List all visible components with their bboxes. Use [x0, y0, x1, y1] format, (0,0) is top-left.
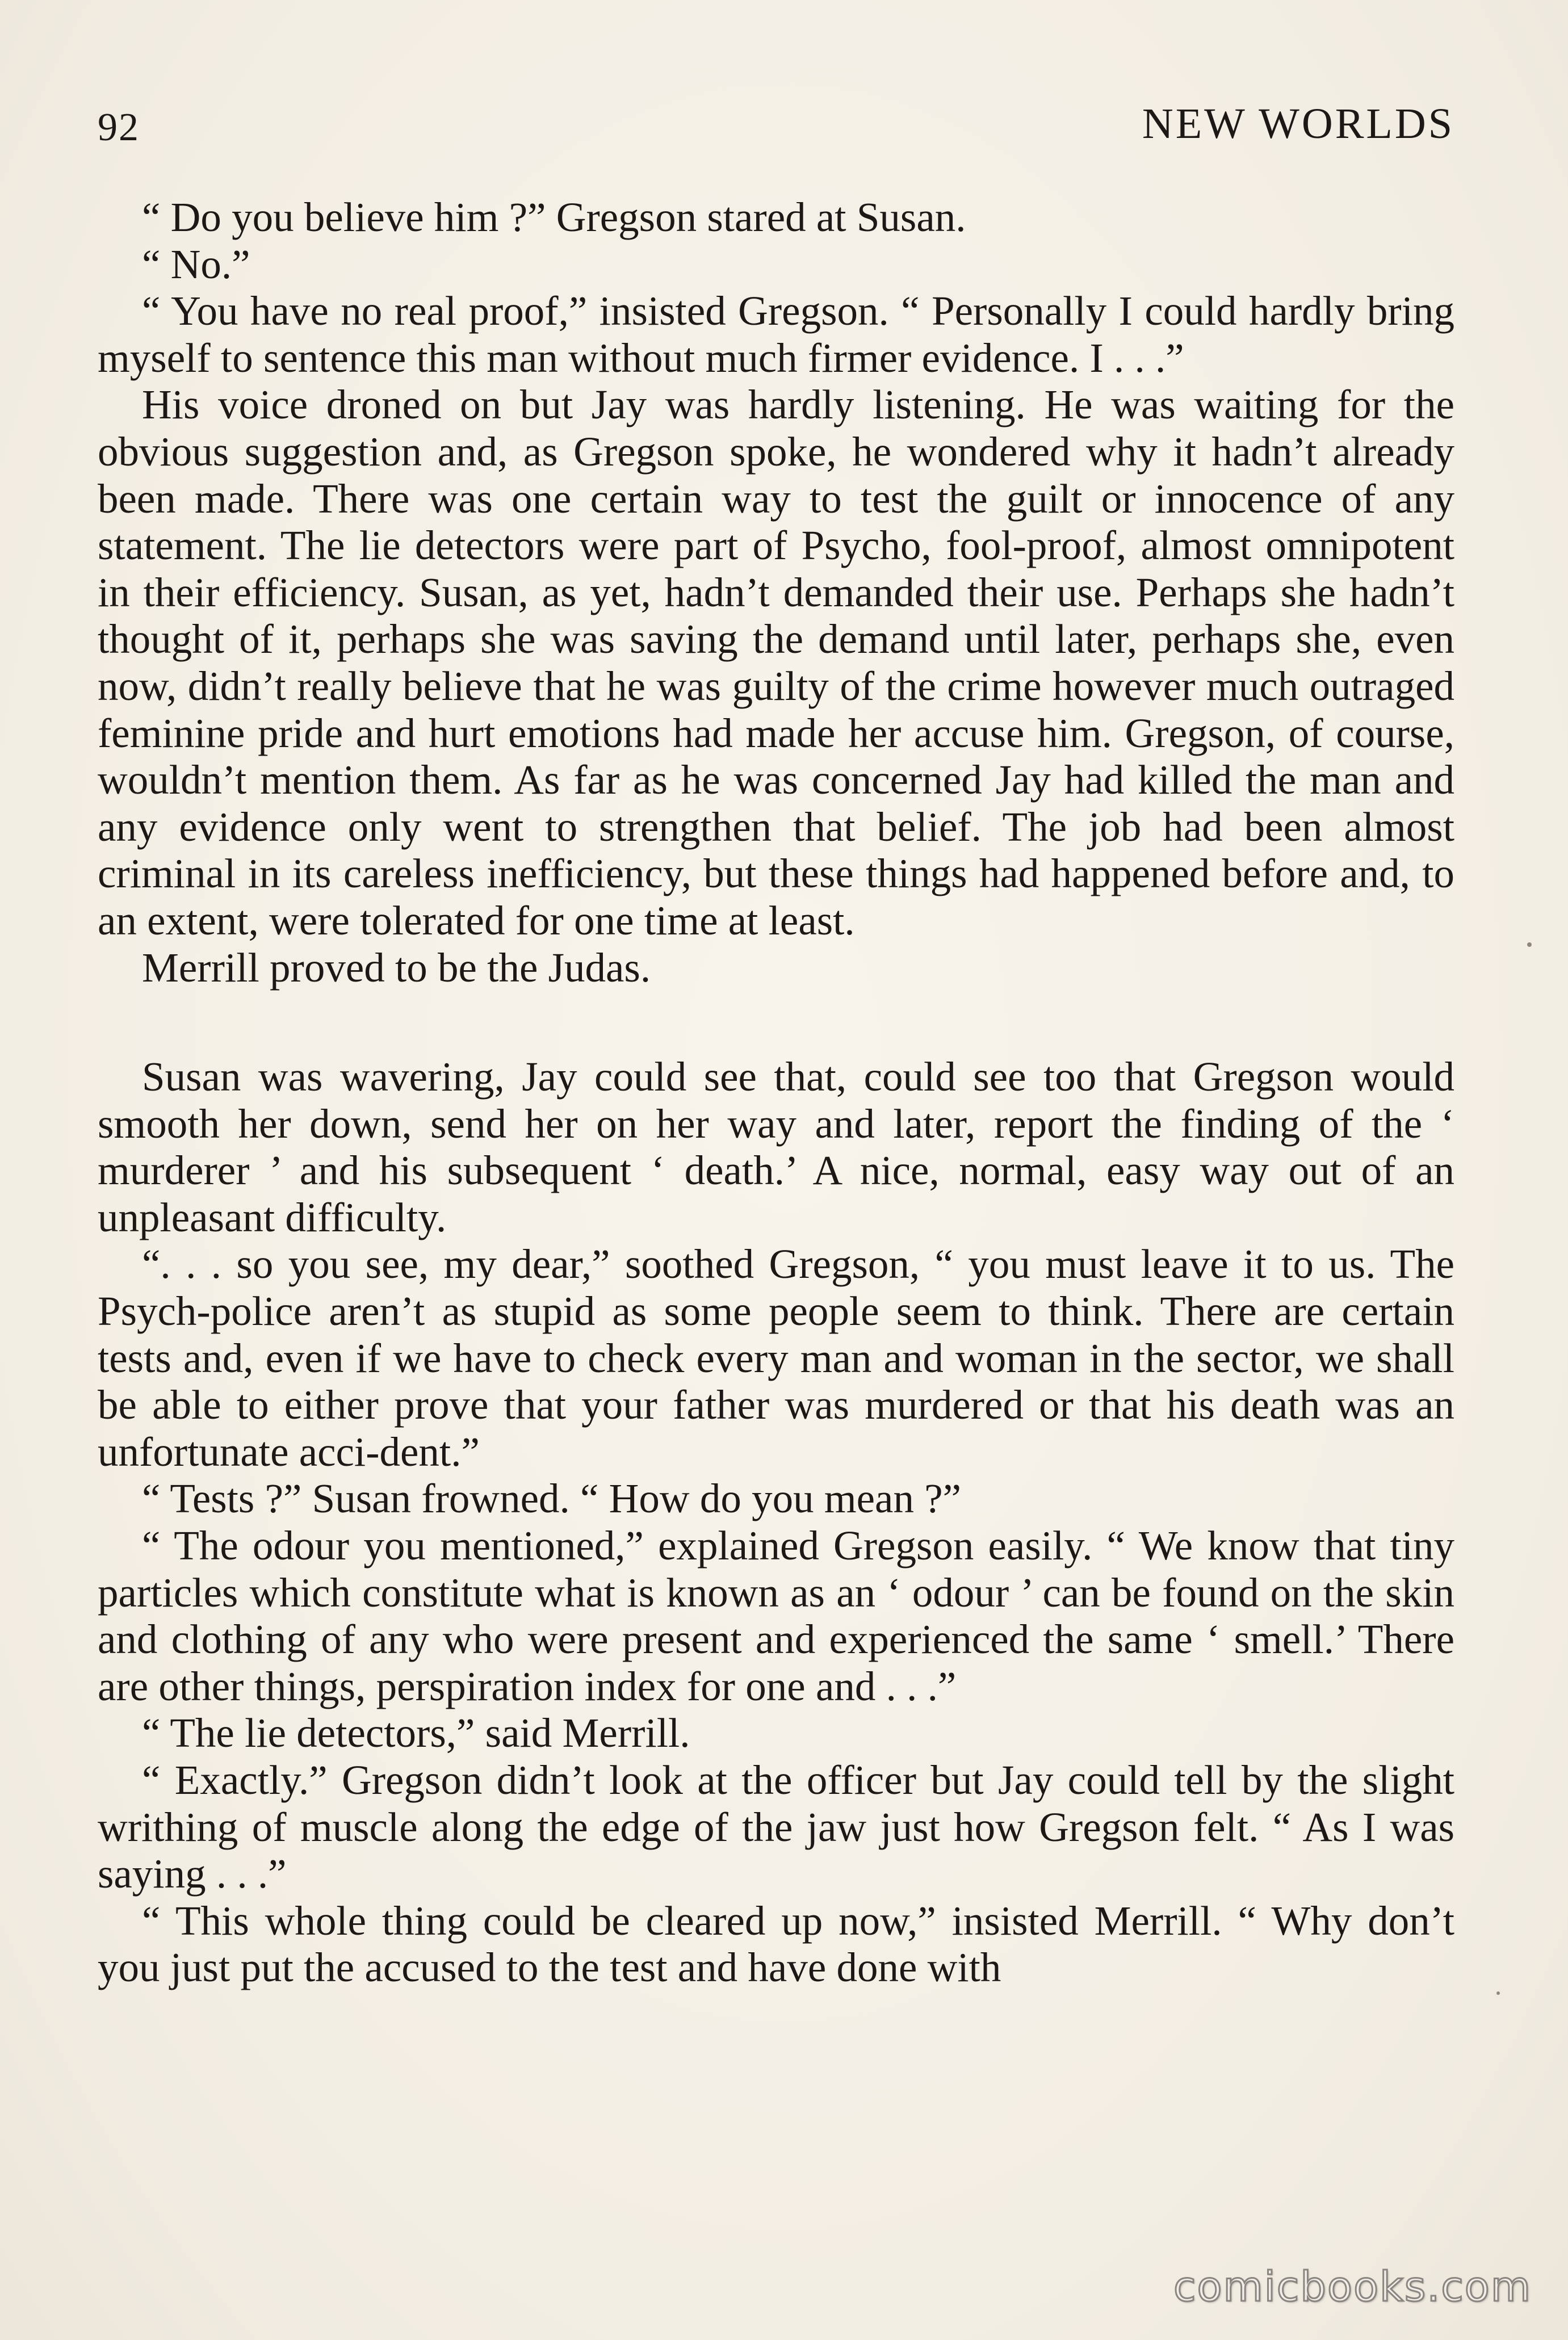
- body-text: [98, 194, 1454, 1991]
- paragraph: “ The odour you mentioned,” explained Gregson easily. “ We know that tiny particles which constitute what is known as an ‘ odour ’ can be found on the skin and clothing of any who were present and experienced the same ‘ smell.’ There are other things, perspiration index for one and . . .”: [98, 1523, 1454, 1709]
- running-head: NEW WORLDS: [1142, 100, 1454, 148]
- paragraph: “ You have no real proof,” insisted Gregson. “ Personally I could hardly bring myself to sentence this man without much firmer evidence. I . . .”: [98, 288, 1454, 381]
- paragraph: “ Do you believe him ?” Gregson stared at Susan.: [142, 194, 966, 240]
- paper-speck: [1496, 1991, 1500, 1995]
- page-header: [98, 99, 1454, 162]
- paper-speck: [1527, 942, 1532, 947]
- watermark: comicbooks.com: [1173, 2263, 1532, 2310]
- paragraph: His voice droned on but Jay was hardly listening. He was waiting for the obvious suggestion and, as Gregson spoke, he wondered why it hadn’t already been made. There was one certain way to test the guilt or innocence of any statement. The lie detectors were part of Psycho, fool-proof, almost omnipotent in their efficiency. Susan, as yet, hadn’t demanded their use. Perhaps she hadn’t thought of it, perhaps she was saving the demand until later, perhaps she, even now, didn’t really believe that he was guilty of the crime however much outraged feminine pride and hurt emotions had made her accuse him. Gregson, of course, wouldn’t mention them. As far as he was concerned Jay had killed the man and any evidence only went to strengthen that belief. The job had been almost criminal in its careless inefficiency, but these things had happened before and, to an extent, were tolerated for one time at least.: [98, 381, 1454, 943]
- page-number: 92: [98, 106, 140, 149]
- paragraph: “ This whole thing could be cleared up now,” insisted Merrill. “ Why don’t you just put the accused to the test and have done with: [98, 1897, 1454, 1991]
- paragraph: “. . . so you see, my dear,” soothed Gregson, “ you must leave it to us. The Psych-police aren’t as stupid as some people seem to think. There are certain tests and, even if we have to check every man and woman in the sector, we shall be able to either prove that your father was murdered or that his death was an unfortunate acci-dent.”: [98, 1241, 1454, 1475]
- paragraph: Merrill proved to be the Judas.: [142, 944, 651, 991]
- paragraph: Susan was wavering, Jay could see that, could see too that Gregson would smooth her down, send her on her way and later, report the finding of the ‘ murderer ’ and his subsequent ‘ death.’ A nice, normal, easy way out of an unpleasant difficulty.: [98, 1054, 1454, 1240]
- paragraph: “ No.”: [142, 241, 250, 287]
- paragraph: “ Exactly.” Gregson didn’t look at the officer but Jay could tell by the slight writhing of muscle along the edge of the jaw just how Gregson felt. “ As I was saying . . .”: [98, 1757, 1454, 1897]
- paragraph: “ The lie detectors,” said Merrill.: [142, 1710, 690, 1756]
- section-break: [98, 991, 1454, 1054]
- paragraph: “ Tests ?” Susan frowned. “ How do you mean ?”: [142, 1475, 961, 1522]
